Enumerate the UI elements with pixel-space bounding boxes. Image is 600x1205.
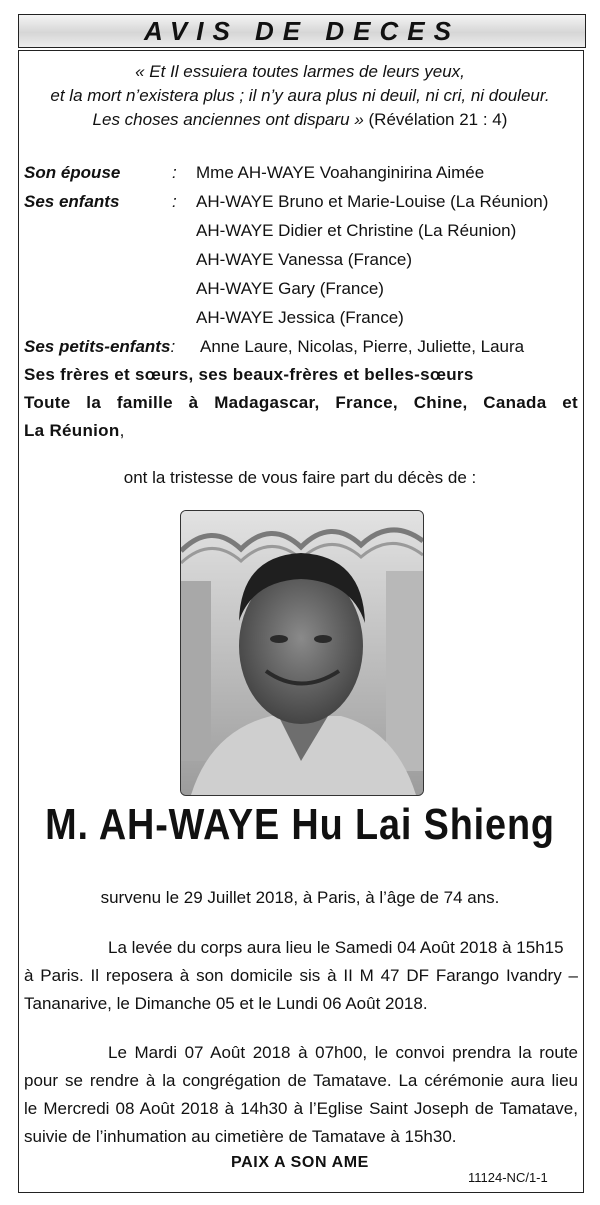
family-line-2-text: La Réunion xyxy=(24,421,120,440)
grandchildren-label: Ses petits-enfants xyxy=(24,337,171,356)
paragraph2-line1: Le Mardi 07 Août 2018 à 07h00, le convoi prendra la route xyxy=(108,1043,578,1062)
spouse-row xyxy=(24,158,584,187)
spouse-name: Mme AH-WAYE Voahanginirina Aimée xyxy=(196,163,485,182)
quote-line-1: « Et Il essuiera toutes larmes de leurs yeux, xyxy=(135,62,465,81)
grandchildren-names: Anne Laure, Nicolas, Pierre, Juliette, Laura xyxy=(200,337,525,356)
paragraph2-line4: suivie de l’inhumation au cimetière de Tamatave à 15h30. xyxy=(24,1127,457,1146)
paragraph1-line2: à Paris. Il reposera à son domicile sis à II M 47 DF Farango Ivandry – xyxy=(24,966,578,985)
child-1: AH-WAYE Bruno et Marie-Louise (La Réunion) xyxy=(196,192,549,211)
siblings-line: Ses frères et sœurs, ses beaux-frères et belles-sœurs xyxy=(24,365,474,384)
children-label: Ses enfants xyxy=(24,192,120,211)
spouse-colon: : xyxy=(172,163,177,182)
paragraph1-line3: Tananarive, le Dimanche 05 et le Lundi 06 Août 2018. xyxy=(24,994,428,1013)
spouse-label: Son épouse xyxy=(24,163,121,182)
paragraph2-line2: pour se rendre à la congrégation de Tamatave. La cérémonie aura lieu xyxy=(24,1071,578,1090)
family-line-2-comma: , xyxy=(119,421,125,440)
child-3: AH-WAYE Vanessa (France) xyxy=(196,250,413,269)
grandchildren-colon: : xyxy=(170,337,176,356)
paragraph1-line1: La levée du corps aura lieu le Samedi 04 Août 2018 à 15h15 xyxy=(108,938,564,957)
bible-quote xyxy=(0,60,600,132)
death-info: survenu le 29 Juillet 2018, à Paris, à l’âge de 74 ans. xyxy=(100,888,500,907)
grandchildren-row xyxy=(24,332,584,361)
announcement: ont la tristesse de vous faire part du décès de : xyxy=(123,468,477,487)
notice-title: AVIS DE DECES xyxy=(18,14,586,48)
reference-code: 11124-NC/1-1 xyxy=(468,1170,548,1185)
deceased-name: M. AH-WAYE Hu Lai Shieng xyxy=(45,800,555,849)
family-line-1: Toute la famille à Madagascar, France, Chine, Canada et xyxy=(24,393,578,412)
children-row xyxy=(24,216,584,245)
children-row xyxy=(24,274,584,303)
family-line-2 xyxy=(24,418,578,444)
child-5: AH-WAYE Jessica (France) xyxy=(196,308,404,327)
quote-line-3-text: Les choses anciennes ont disparu » xyxy=(92,110,364,129)
child-4: AH-WAYE Gary (France) xyxy=(196,279,384,298)
children-row xyxy=(24,245,584,274)
child-2: AH-WAYE Didier et Christine (La Réunion) xyxy=(196,221,517,240)
quote-line-3 xyxy=(0,108,600,132)
children-row xyxy=(24,303,584,332)
portrait-photo xyxy=(180,510,424,796)
paragraph2-line3: le Mercredi 08 Août 2018 à 14h30 à l’Eglise Saint Joseph de Tamatave, xyxy=(24,1099,578,1118)
quote-line-2: et la mort n’existera plus ; il n’y aura plus ni deuil, ni cri, ni douleur. xyxy=(50,86,550,105)
portrait-illustration xyxy=(181,511,423,795)
children-colon: : xyxy=(172,192,177,211)
closing-line: PAIX A SON AME xyxy=(231,1154,369,1171)
quote-reference: (Révélation 21 : 4) xyxy=(363,110,508,129)
children-row xyxy=(24,187,584,216)
